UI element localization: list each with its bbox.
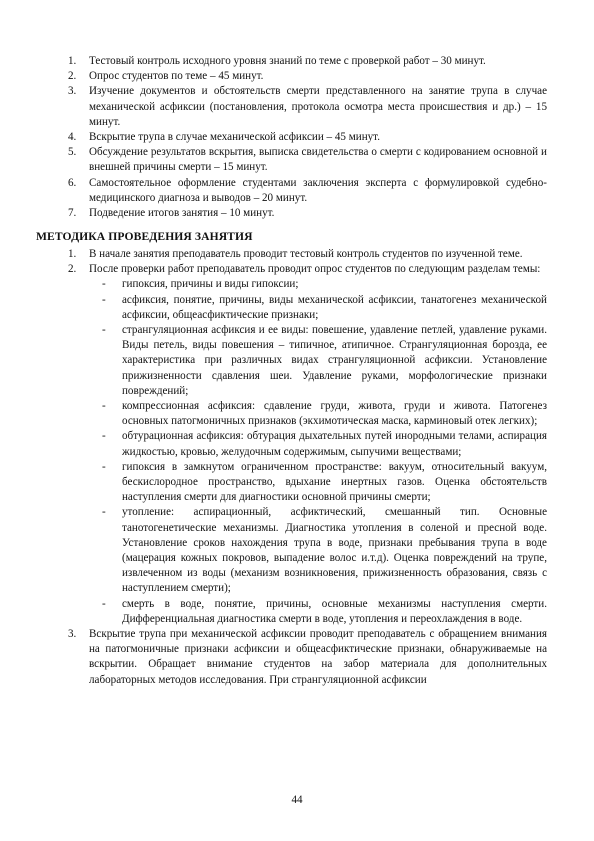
topics-list bbox=[0, 277, 594, 627]
method-item-2 bbox=[0, 262, 594, 277]
item-text: В начале занятия преподаватель проводит тестовый контроль студентов по изученной теме. bbox=[89, 248, 523, 260]
item-text: Вскрытие трупа при механической асфиксии проводит преподаватель с обращением внимания на патогмоничные признаки асфиксии и общеасфиктические признаки, обнаруживаемые на вскрытии. Обращает внимание студентов на забор материала для дополнительных лабораторных методов исследования. При странгуляционной асфиксии bbox=[89, 628, 547, 686]
topic-item bbox=[0, 277, 594, 292]
item-number: 7. bbox=[68, 207, 77, 220]
topic-item bbox=[0, 293, 594, 323]
list-dash: - bbox=[102, 460, 106, 473]
topic-text: асфиксия, понятие, причины, виды механической асфиксии, танатогенез механической асфиксии, общеасфиктические признаки; bbox=[122, 293, 547, 321]
method-item-3 bbox=[0, 627, 594, 688]
section-heading: МЕТОДИКА ПРОВЕДЕНИЯ ЗАНЯТИЯ bbox=[36, 230, 253, 243]
item-number: 5. bbox=[68, 146, 77, 159]
item-text: Изучение документов и обстоятельств смерти представленного на занятие трупа в случае механической асфиксии (постановления, протокола осмотра места происшествия и др.) – 15 минут. bbox=[89, 85, 547, 128]
item-number: 4. bbox=[68, 131, 77, 144]
item-number: 3. bbox=[68, 628, 77, 641]
schedule-list bbox=[0, 54, 594, 221]
item-text: Вскрытие трупа в случае механической асфиксии – 45 минут. bbox=[89, 131, 380, 144]
item-number: 1. bbox=[68, 55, 77, 67]
topic-item bbox=[0, 429, 594, 459]
list-dash: - bbox=[102, 506, 106, 519]
item-number: 2. bbox=[68, 70, 77, 83]
topic-item bbox=[0, 399, 594, 429]
schedule-item-5 bbox=[0, 145, 594, 175]
list-dash: - bbox=[102, 400, 106, 413]
list-dash: - bbox=[102, 278, 106, 291]
topic-item bbox=[0, 505, 594, 596]
list-dash: - bbox=[102, 597, 106, 610]
schedule-item-7 bbox=[0, 206, 594, 221]
item-text: Обсуждение результатов вскрытия, выписка свидетельства о смерти с кодированием основной и внешней причины смерти – 15 минут. bbox=[89, 146, 547, 174]
topic-text: обтурационная асфиксия: обтурация дыхательных путей инородными телами, аспирация жидкостью, кровью, желудочным содержимым, сыпучими веществами; bbox=[122, 430, 547, 458]
list-dash: - bbox=[102, 324, 106, 337]
method-item-1 bbox=[0, 247, 594, 262]
schedule-item-1 bbox=[0, 54, 594, 69]
topic-text: гипоксия, причины и виды гипоксии; bbox=[122, 278, 299, 291]
item-text: Тестовый контроль исходного уровня знаний по теме с проверкой работ – 30 минут. bbox=[89, 55, 486, 67]
schedule-item-3 bbox=[0, 84, 594, 130]
schedule-item-6 bbox=[0, 176, 594, 206]
item-number: 3. bbox=[68, 85, 77, 98]
topic-text: смерть в воде, понятие, причины, основные механизмы наступления смерти. Дифференциальная диагностика смерти в воде, утопления и переохлаждения в воде. bbox=[122, 597, 547, 625]
topic-item bbox=[0, 323, 594, 399]
topic-text: странгуляционная асфиксия и ее виды: повешение, удавление петлей, удавление руками. Виды петель, виды повешения – типичное, атипичное. Странгуляционная борозда, ее характеристика при различных видах странгуляционной асфиксии. Установление прижизненности сдавления шеи. Удавление руками, морфологические признаки повреждений; bbox=[122, 324, 547, 397]
item-number: 6. bbox=[68, 176, 77, 189]
item-text: Опрос студентов по теме – 45 минут. bbox=[89, 70, 264, 83]
list-dash: - bbox=[102, 293, 106, 306]
schedule-item-4 bbox=[0, 130, 594, 145]
item-number: 2. bbox=[68, 263, 77, 276]
item-text: Подведение итогов занятия – 10 минут. bbox=[89, 207, 275, 220]
topic-item bbox=[0, 597, 594, 627]
topic-text: утопление: аспирационный, асфиктический, смешанный тип. Основные танотогенетические механизмы. Диагностика утопления в соленой и пресной воде. Установление сроков нахождения трупа в воде, признаки пребывания трупа в воде (мацерация кожных покровов, выпадение волос и.т.д). Оценка повреждений на трупе, извлеченном из воды (механизм возникновения, прижизненность образования, связь с наступлением смерти); bbox=[122, 506, 547, 595]
topic-item bbox=[0, 460, 594, 506]
item-number: 1. bbox=[68, 248, 77, 260]
topic-text: гипоксия в замкнутом ограниченном пространстве: вакуум, относительный вакуум, бескислородное пространство, вдыхание инертных газов. Оценка обстоятельств наступления смерти для диагностики основной причины смерти; bbox=[122, 460, 547, 504]
list-dash: - bbox=[102, 430, 106, 443]
page-number: 44 bbox=[291, 794, 303, 806]
item-text: После проверки работ преподаватель проводит опрос студентов по следующим разделам темы: bbox=[89, 263, 541, 276]
item-text: Самостоятельное оформление студентами заключения эксперта с формулировкой судебно-медицинского диагноза и выводов – 20 минут. bbox=[89, 176, 547, 204]
topic-text: компрессионная асфиксия: сдавление груди, живота, груди и живота. Патогенез основных патогмоничных признаков (экхимотическая маска, карминовый отек легких); bbox=[122, 400, 547, 428]
schedule-item-2 bbox=[0, 69, 594, 84]
method-list bbox=[0, 247, 594, 688]
